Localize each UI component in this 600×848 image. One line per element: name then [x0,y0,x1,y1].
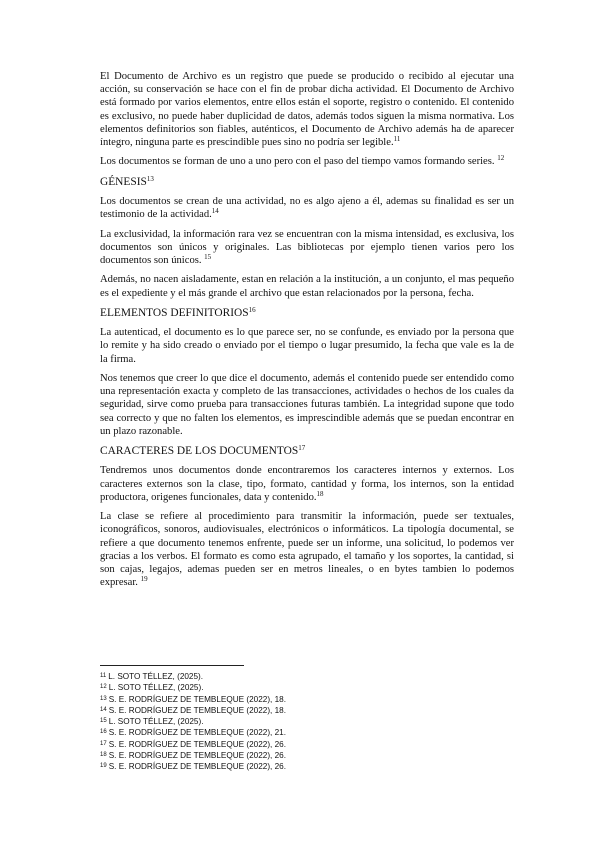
footnote: $^{13}$ S. E. RODRÍGUEZ DE TEMBLEQUE (2022), 18. [100,694,286,704]
footnote: $^{12}$ L. SOTO TÉLLEZ, (2025). [100,683,204,693]
paragraph: Además, no nacen aisladamente, estan en relación a la institución, a un conjunto, el mas pequeño es el expediente y el más grande el archivo que estan relacionados por la persona, fecha. [100,274,514,299]
footnote-ref[interactable]: 12 [497,154,505,163]
footnote: $^{16}$ S. E. RODRÍGUEZ DE TEMBLEQUE (2022), 21. [100,728,286,738]
footnote-ref[interactable]: 13 [146,174,154,183]
footnote-ref[interactable]: 15 [204,252,212,261]
section-heading-caracteres: CARACTERES DE LOS DOCUMENTOS$^{17}$ [100,444,306,458]
document-body [100,70,514,596]
footnote: $^{15}$ L. SOTO TÉLLEZ, (2025). [100,717,204,727]
footnote: $^{14}$ S. E. RODRÍGUEZ DE TEMBLEQUE (2022), 18. [100,705,286,715]
footnotes [100,671,514,773]
footnote-ref[interactable]: 14 [211,207,219,216]
footnote-ref[interactable]: 16 [248,305,256,314]
paragraph: Los documentos se crean de una actividad, no es algo ajeno a él, ademas su finalidad es ser un testimonio de la actividad.$^{14}$ [100,195,514,221]
footnote: $^{19}$ S. E. RODRÍGUEZ DE TEMBLEQUE (2022), 26. [100,762,286,772]
section-heading-elementos: ELEMENTOS DEFINITORIOS$^{16}$ [100,305,256,319]
paragraph: La autenticad, el documento es lo que parece ser, no se confunde, es enviado por la persona que lo remite y ha sido creado o enviado por el tiempo o lugar presumido, la fecha que vale es la de la firma. [100,327,514,365]
footnote: $^{18}$ S. E. RODRÍGUEZ DE TEMBLEQUE (2022), 26. [100,751,286,761]
footnote-ref[interactable]: 18 [316,489,324,498]
footnote: $^{11}$ L. SOTO TÉLLEZ, (2025). [100,672,204,681]
footnote-ref[interactable]: 11 [393,135,401,144]
section-heading-genesis: GÉNESIS$^{13}$ [100,174,154,188]
paragraph: La exclusividad, la información rara vez se encuentran con la misma intensidad, es exclusiva, los documentos son únicos y originales. Las bibliotecas por ejemplo tienen varios pero los documentos son únicos. $^{15}$ [100,228,514,266]
footnote: $^{17}$ S. E. RODRÍGUEZ DE TEMBLEQUE (2022), 26. [100,739,286,749]
paragraph: La clase se refiere al procedimiento para transmitir la información, puede ser textuales, iconográficos, sonoros, audiovisuales, electrónicos o informáticos. La tipología documental, se refiere a que documento tenemos enfrente, puede ser un informe, una solicitud, lo podemos ver gracias a los verbos. El formato es como esta agrupado, el tamaño y los soportes, la cantidad, si son cajas, legajos, ademas pueden ser en metros lineales, o en bytes tambien lo podemos expresar. $^{19}$ [100,511,514,589]
footnote-separator [100,665,244,666]
footnote-ref[interactable]: 17 [298,444,306,453]
paragraph: Tendremos unos documentos donde encontraremos los caracteres internos y externos. Los caracteres externos son la clase, tipo, formato, cantidad y forma, los internos, son la entidad productora, origenes funcionales, data y contenido.$^{18}$ [100,465,514,503]
footnote-ref[interactable]: 19 [140,575,148,584]
paragraph: Los documentos se forman de uno a uno pero con el paso del tiempo vamos formando series. $^{12}$ [100,154,505,168]
paragraph: El Documento de Archivo es un registro que puede se producido o recibido al ejecutar una acción, su conservación se hace con el fin de probar dicha actividad. El Documento de Archivo está formado por varios elementos, entre ellos están el soporte, registro o contenido. El contenido es exclusivo, no puede haber duplicidad de datos, además todos siguen la misma normativa. Los elementos definitorios son fiables, auténticos, el Documento de Archivo además ha de aparecer íntegro, ninguna parte es prescindible pues sino no podría ser legible.$^{11}$ [100,71,514,149]
paragraph: Nos tenemos que creer lo que dice el documento, además el contenido puede ser entendido como una representación exacta y completo de las transacciones, actividades o hechos de los cuales da seguridad, sirve como prueba para transacciones futuras también. La integridad supone que todo sea correcto y que no falten los elementos, es imprescindible además que se puedan encontrar en un plazo razonable. [100,372,514,437]
